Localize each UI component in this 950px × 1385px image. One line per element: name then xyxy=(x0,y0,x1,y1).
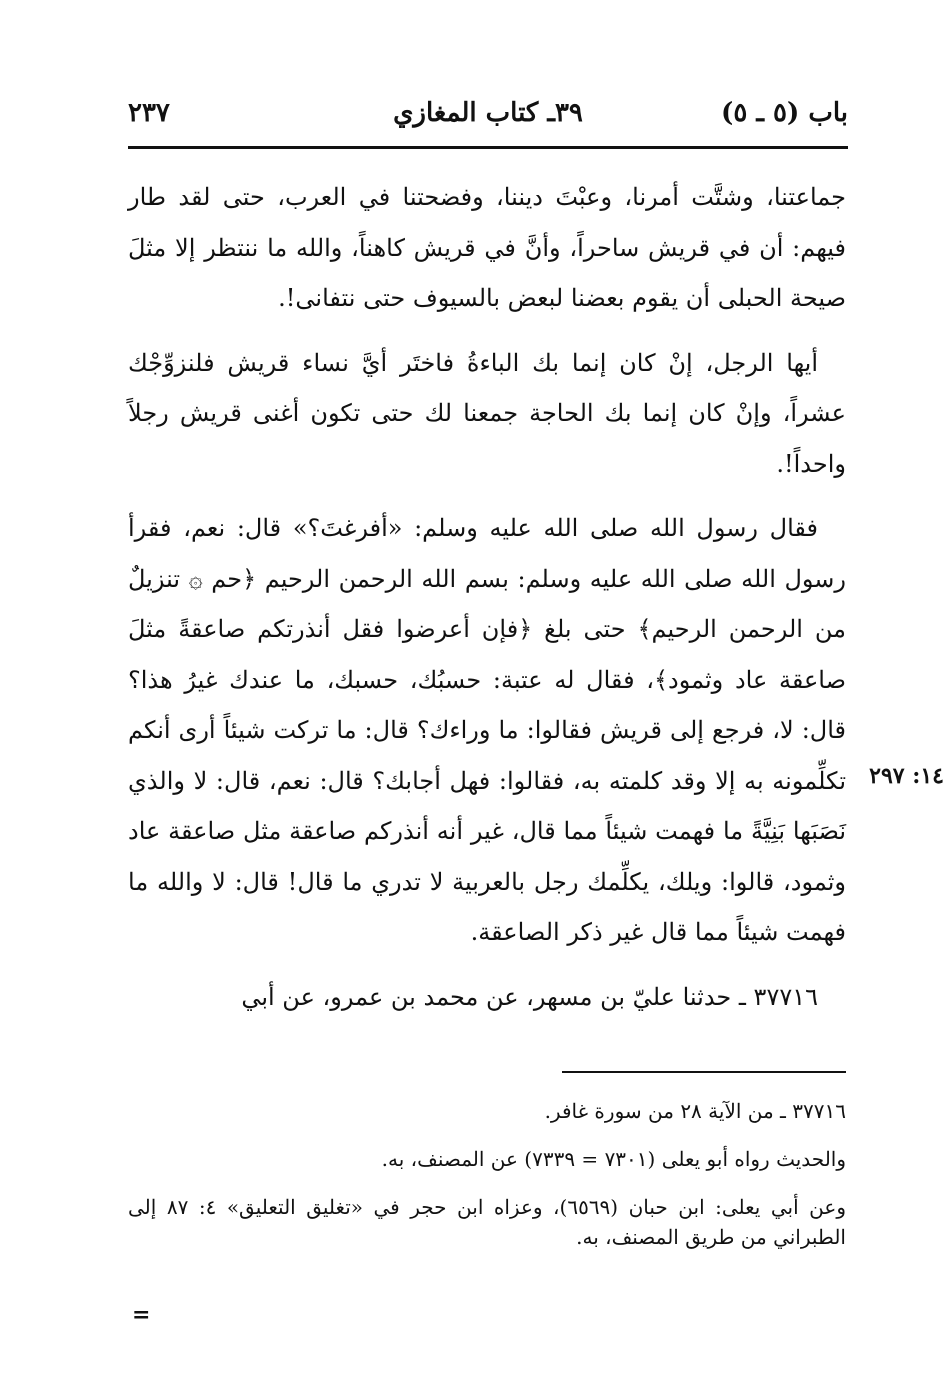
footnotes xyxy=(128,1096,846,1252)
running-header xyxy=(128,98,848,142)
page-number: ٢٣٧ xyxy=(128,98,170,128)
hadith-start: ٣٧٧١٦ ـ حدثنا عليّ بن مسهر، عن محمد بن عمرو، عن أبي xyxy=(241,982,818,1011)
paragraph: فقال رسول الله صلى الله عليه وسلم: «أفرغتَ؟» قال: نعم، فقرأ رسول الله صلى الله عليه وسلم: بسم الله الرحمن الرحيم ﴿حم ۞ تنزيلٌ من الرحمن الرحيم﴾ حتى بلغ ﴿فإن أعرضوا فقل أنذرتكم صاعقةً مثلَ صاعقة عاد وثمود﴾، فقال له عتبة: حسبُك، حسبك، ما عندك غيرُ هذا؟ قال: لا، فرجع إلى قريش فقالوا: ما وراءك؟ قال: ما تركت شيئاً أرى أنكم تكلِّمونه به إلا وقد كلمته به، فقالوا: فهل أجابك؟ قال: نعم، قال: لا والذي نَصَبَها بَنِيَّةً ما فهمت شيئاً مما قال، غير أنه أنذركم صاعقة مثل صاعقة عاد وثمود، قالوا: ويلك، يكلِّمك رجل بالعربية لا تدري ما قال! قال: لا والله ما فهمت شيئاً مما قال غير ذكر الصاعقة. xyxy=(128,514,846,946)
footnote-divider xyxy=(562,1071,846,1073)
paragraph: أيها الرجل، إنْ كان إنما بك الباءةُ فاختَر أيَّ نساء قريش فلنزوِّجْك عشراً، وإنْ كان إنما بك الحاجة جمعنا لك حتى تكون أغنى قريش رجلاً واحداً!. xyxy=(128,348,846,478)
footnote: والحديث رواه أبو يعلى (٧٣٠١ = ٧٣٣٩) عن المصنف، به. xyxy=(381,1147,846,1171)
footnote: وعن أبي يعلى: ابن حبان (٦٥٦٩)، وعزاه ابن حجر في «تغليق التعليق» ٤: ٨٧ إلى الطبراني من طريق المصنف، به. xyxy=(128,1195,846,1249)
footnote: ٣٧٧١٦ ـ من الآية ٢٨ من سورة غافر. xyxy=(544,1099,846,1123)
book-title: ٣٩ـ كتاب المغازي xyxy=(393,98,583,128)
chapter-label: باب (٥ ـ ٥) xyxy=(721,98,848,128)
paragraph: جماعتنا، وشتَّت أمرنا، وعبْتَ ديننا، وفضحتنا في العرب، حتى لقد طار فيهم: أن في قريش ساحراً، وأنَّ في قريش كاهناً، والله ما ننتظر إلا مثلَ صيحة الحبلى أن يقوم بعضنا لبعض بالسيوف حتى نتفانى!. xyxy=(128,183,846,312)
continuation-mark: = xyxy=(132,1302,151,1328)
header-divider xyxy=(128,146,848,149)
margin-reference: ١٤: ٢٩٧ xyxy=(869,763,944,789)
main-text xyxy=(128,172,846,1036)
